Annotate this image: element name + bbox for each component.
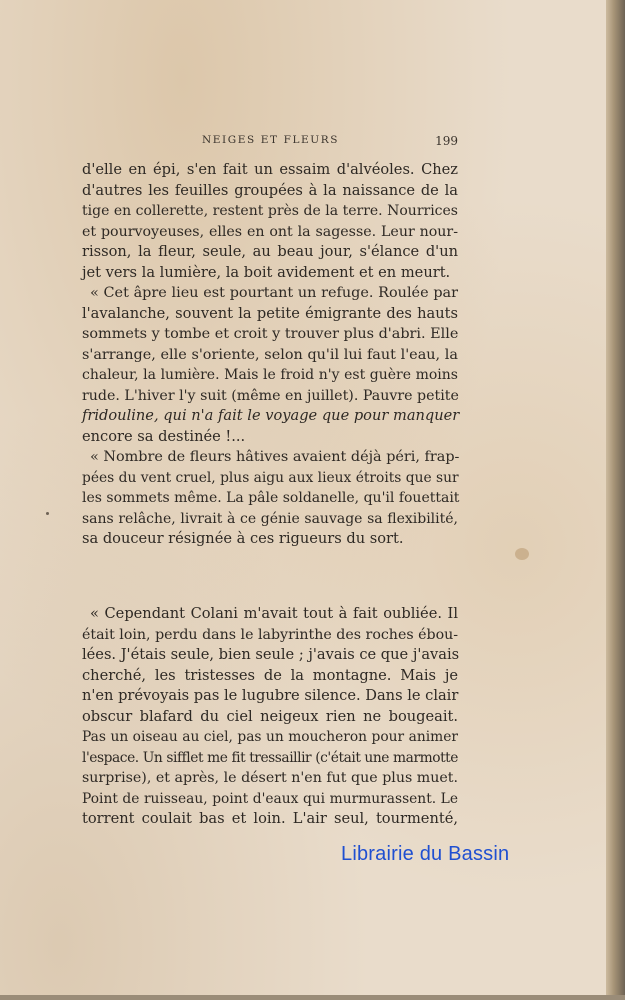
text-line: d'elle en épi, s'en fait un essaim d'alvéoles. Chez xyxy=(82,161,458,178)
text-line: les sommets même. La pâle soldanelle, qu'il fouettait xyxy=(82,490,460,506)
text-line: torrent coulait bas et loin. L'air seul, tourmenté, xyxy=(82,810,458,827)
page-number: 199 xyxy=(435,134,458,148)
text-line: sommets y tombe et croit y trouver plus d'abri. Elle xyxy=(82,326,459,342)
text-line: cherché, les tristesses de la montagne. Mais je xyxy=(82,666,458,684)
text-line: tige en collerette, restent près de la terre. Nourrices xyxy=(82,203,458,219)
paragraph-2 xyxy=(82,283,458,447)
text-line: « Nombre de fleurs hâtives avaient déjà péri, frap- xyxy=(90,449,460,465)
paragraph-3 xyxy=(82,447,458,550)
text-line: fridouline, qui n'a fait le voyage que pour manquer xyxy=(82,407,460,424)
paragraph-4 xyxy=(82,604,458,830)
chapter-title: NEIGES ET FLEURS xyxy=(202,134,340,146)
text-line: l'avalanche, souvent la petite émigrante des hauts xyxy=(82,304,458,322)
section-break xyxy=(82,584,458,605)
text-line: d'autres les feuilles groupées à la naissance de la xyxy=(82,181,458,199)
text-line: obscur blafard du ciel neigeux rien ne bougeait. xyxy=(82,707,458,725)
text-line: Pas un oiseau au ciel, pas un moucheron pour animer xyxy=(82,729,458,745)
running-head xyxy=(82,134,462,152)
text-line: était loin, perdu dans le labyrinthe des roches ébou- xyxy=(82,626,459,643)
text-line: l'espace. Un sifflet me fit tressaillir (c'était une marmotte xyxy=(82,749,458,766)
text-line: pées du vent cruel, plus aigu aux lieux étroits que sur xyxy=(82,469,459,486)
text-line: Point de ruisseau, point d'eaux qui murmurassent. Le xyxy=(82,790,458,807)
text-line: s'arrange, elle s'oriente, selon qu'il lui faut l'eau, la xyxy=(82,346,458,363)
foxing-spot xyxy=(515,548,529,560)
text-line: encore sa destinée !... xyxy=(82,427,246,445)
page-edge-right xyxy=(606,0,625,1000)
text-line: jet vers la lumière, la boit avidement et en meurt. xyxy=(82,263,451,281)
text-line: « Cependant Colani m'avait tout à fait oubliée. Il xyxy=(90,605,458,622)
text-line: risson, la fleur, seule, au beau jour, s'élance d'un xyxy=(82,243,458,260)
page-edge-bottom xyxy=(0,995,625,1000)
section-break xyxy=(82,550,458,584)
body-text xyxy=(82,160,458,830)
foxing-spot xyxy=(46,512,49,515)
text-line: surprise), et après, le désert n'en fut que plus muet. xyxy=(82,770,458,786)
text-line: sans relâche, livrait à ce génie sauvage sa flexibilité, xyxy=(82,510,458,527)
text-line: lées. J'étais seule, bien seule ; j'avais ce que j'avais xyxy=(82,646,460,663)
text-line: n'en prévoyais pas le lugubre silence. Dans le clair xyxy=(82,687,459,704)
paragraph-1 xyxy=(82,160,458,283)
text-line: et pourvoyeuses, elles en ont la sagesse. Leur nour- xyxy=(82,223,458,240)
text-line: chaleur, la lumière. Mais le froid n'y est guère moins xyxy=(82,367,458,383)
text-line: sa douceur résignée à ces rigueurs du sort. xyxy=(82,530,404,547)
text-line: rude. L'hiver l'y suit (même en juillet). Pauvre petite xyxy=(82,387,459,404)
text-line: « Cet âpre lieu est pourtant un refuge. Roulée par xyxy=(90,285,458,301)
watermark-text: Librairie du Bassin xyxy=(341,843,510,865)
